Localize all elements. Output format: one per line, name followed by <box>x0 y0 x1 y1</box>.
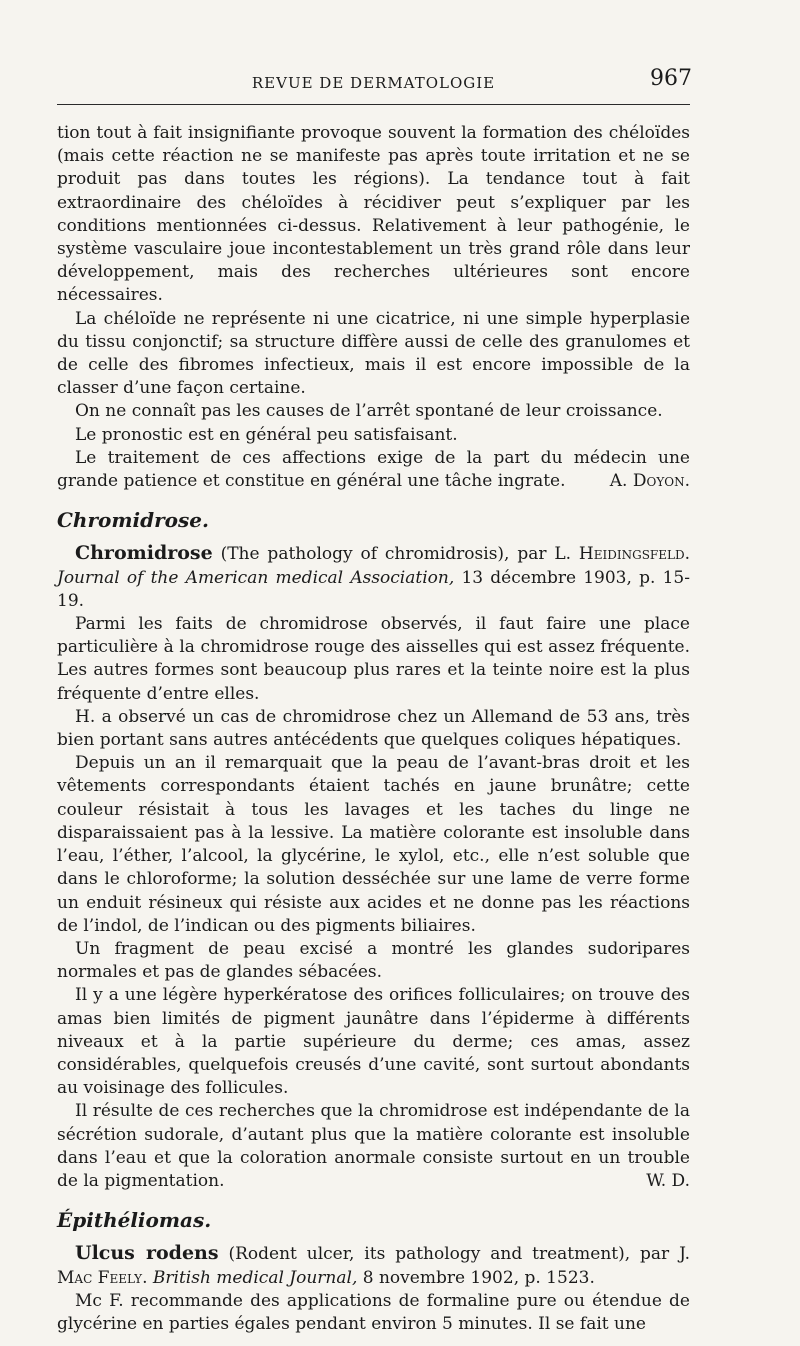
article-title: Ulcus rodens <box>75 1242 219 1265</box>
paragraph: Parmi les faits de chromidrose observés, il faut faire une place particulière à la chromidrose rouge des aisselles qui est assez fréquente. Les autres formes sont beaucoup plus rares et la teinte noire est la plus fréquente d’entre elles. <box>57 614 690 704</box>
section-title: Épithéliomas. <box>57 1208 212 1233</box>
paragraph: Un fragment de peau excisé a montré les glandes sudoripares normales et pas de glandes sébacées. <box>57 938 690 983</box>
paragraph-text: Il résulte de ces recherches que la chromidrose est indépendante de la sécrétion sudorale, d’autant plus que la matière colorante est insoluble dans l’eau et que la coloration anormale consiste surtout en un trouble de la pigmentation. <box>57 1101 690 1191</box>
article-author: L. Heidingsfeld. <box>554 544 690 565</box>
section-title: Chromidrose. <box>57 508 209 533</box>
paragraph <box>57 447 690 493</box>
paragraph: H. a observé un cas de chromidrose chez un Allemand de 53 ans, très bien portant sans autres antécédents que quelques coliques hépatiques. <box>57 706 690 751</box>
citation: 8 novembre 1902, p. 1523. <box>357 1267 595 1288</box>
paragraph: Le pronostic est en général peu satisfaisant. <box>75 424 458 445</box>
paragraph: On ne connaît pas les causes de l’arrêt spontané de leur croissance. <box>75 401 663 422</box>
article-title: Chromidrose <box>75 542 213 565</box>
article-author: J. Mac Feely. <box>57 1244 690 1288</box>
paragraph: Depuis un an il remarquait que la peau de l’avant-bras droit et les vêtements correspondants étaient tachés en jaune brunâtre; cette couleur résistait à tous les lavages et les taches du linge ne disparaissaient pas à la lessive. La matière colorante est insoluble dans l’eau, l’éther, l’alcool, la glycérine, le xylol, etc., elle n’est soluble que dans le chloroforme; la solution desséchée sur une lame de verre forme un enduit résineux qui résiste aux acides et ne donne pas les réactions de l’indol, de l’indican ou des pigments biliaires. <box>57 753 690 936</box>
citation: 13 décembre 1903, p. 15-19. <box>57 567 690 611</box>
journal-name: British medical Journal, <box>152 1267 358 1288</box>
article-ref-text: (Rodent ulcer, its pathology and treatment), par <box>218 1244 680 1265</box>
signature: W. D. <box>646 1170 690 1191</box>
article-reference <box>57 1242 690 1289</box>
journal-name: Journal of the American medical Association, <box>57 567 455 588</box>
page-body <box>57 122 690 1336</box>
signature: A. Doyon. <box>609 471 690 492</box>
paragraph: Il y a une légère hyperkératose des orifices folliculaires; on trouve des amas bien limités de pigment jaunâtre dans l’épiderme à différents niveaux et à la partie supérieure du derme; ces amas, assez considérables, quelquefois creusés d’une cavité, sont surtout abondants au voisinage des follicules. <box>57 985 690 1099</box>
paragraph: Mc F. recommande des applications de formaline pure ou étendue de glycérine en parties égales pendant environ 5 minutes. Il se fait une <box>57 1290 690 1334</box>
article-reference <box>57 542 690 613</box>
page-number: 967 <box>650 66 692 91</box>
paragraph-text: Le traitement de ces affections exige de la part du médecin une grande patience et constitue en général une tâche ingrate. <box>57 447 690 492</box>
paragraph: tion tout à fait insignifiante provoque souvent la formation des chéloïdes (mais cette réaction ne se manifeste pas après toute irritation et ne se produit pas dans toutes les régions). La tendance tout à fait extraordinaire des chéloïdes à récidiver peut s’expliquer par les conditions mentionnées ci-dessus. Relativement à leur pathogénie, le système vasculaire joue incontestablement un très grand rôle dans leur développement, mais des recherches ultérieures sont encore nécessaires. <box>57 123 690 306</box>
page-header <box>57 62 690 105</box>
paragraph: La chéloïde ne représente ni une cicatrice, ni une simple hyperplasie du tissu conjonctif; sa structure diffère aussi de celle des granulomes et de celle des fibromes infectieux, mais il est encore impossible de la classer d’une façon certaine. <box>57 308 690 399</box>
article-ref-text: (The pathology of chromidrosis), par <box>212 544 555 565</box>
running-title: REVUE DE DERMATOLOGIE <box>251 74 496 92</box>
paragraph <box>57 1100 690 1193</box>
